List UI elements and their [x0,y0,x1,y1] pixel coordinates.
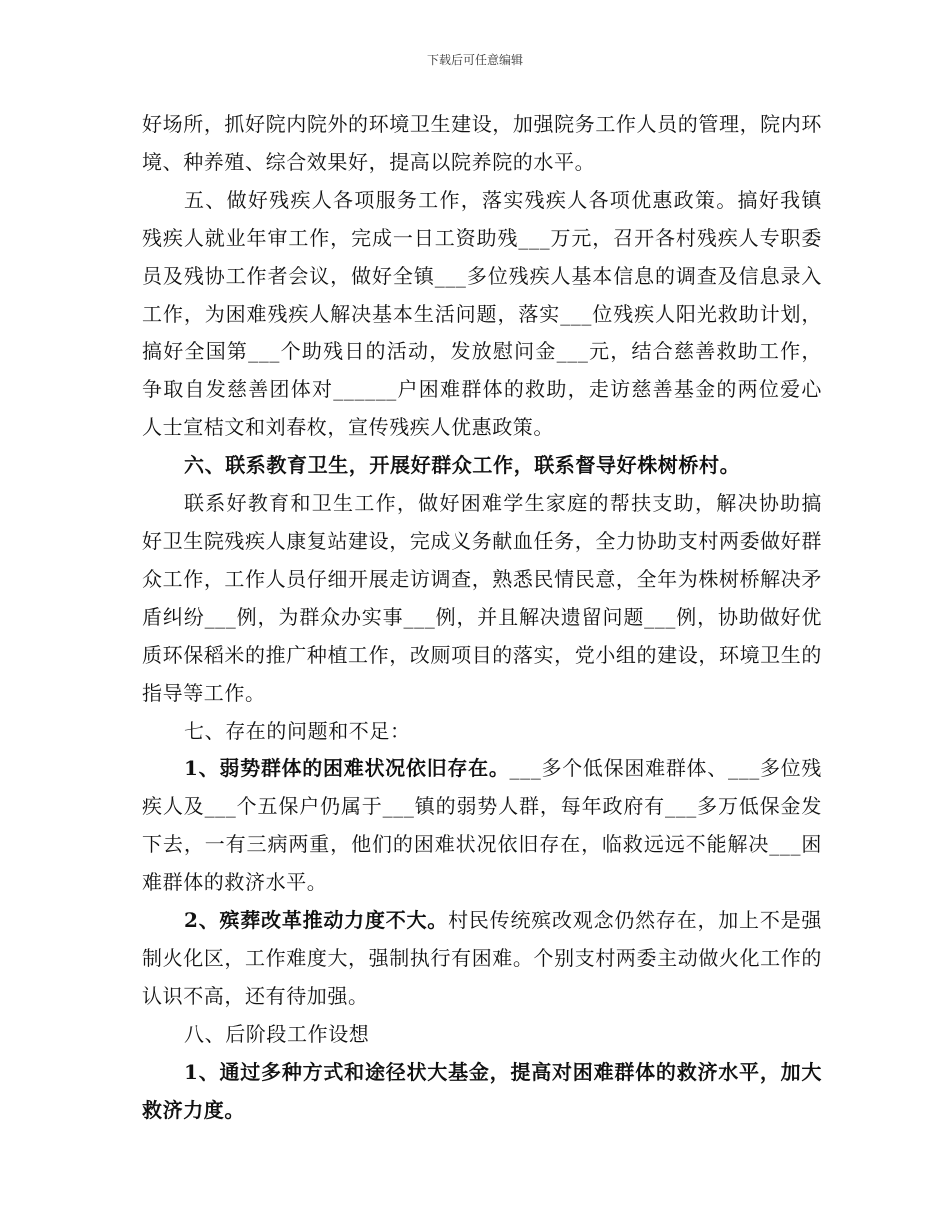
heading-section-six [142,447,822,485]
paragraph-text: 联系好教育和卫生工作，做好困难学生家庭的帮扶支助，解决协助搞好卫生院残疾人康复站建设，完成义务献血任务，全力协助支村两委做好群众工作，工作人员仔细开展走访调查，熟悉民情民意，全年为株树桥解决矛盾纠纷___例，为群众办实事___例，并且解决遗留问题___例，协助做好优质环保稻米的推广种植工作，改厕项目的落实，党小组的建设，环境卫生的指导等工作。 [142,491,822,705]
heading-text: 六、联系教育卫生，开展好群众工作，联系督导好株树桥村。 [184,453,741,478]
paragraph-lead: 1、通过多种方式和途径状大基金，提高对困难群体的救济水平，加大救济力度。 [142,1059,822,1122]
paragraph-section-five [142,182,822,447]
paragraph-text: 五、做好残疾人各项服务工作，落实残疾人各项优惠政策。搞好我镇残疾人就业年审工作，完成一日工资助残___万元，召开各村残疾人专职委员及残协工作者会议，做好全镇___多位残疾人基本信息的调查及信息录入工作，为困难残疾人解决基本生活问题，落实___位残疾人阳光救助计划，搞好全国第___个助残日的活动，发放慰问金___元，结合慈善救助工作，争取自发慈善团体对______户困难群体的救助，走访慈善基金的两位爱心人士宣桔文和刘春枚，宣传残疾人优惠政策。 [142,187,822,440]
paragraph-plan-one [142,1054,822,1130]
paragraph-continuation [142,106,822,182]
paragraph-text: 好场所，抓好院内院外的环境卫生建设，加强院务工作人员的管理，院内环境、种养殖、综合效果好，提高以院养院的水平。 [142,112,822,174]
page-header: 下载后可任意编辑 [426,53,523,67]
document-body [142,106,822,1129]
paragraph-lead: 2、殡葬改革推动力度不大。 [184,908,449,933]
paragraph-text: ___多个低保困难群体、___多位残疾人及___个五保户仍属于___镇的弱势人群，每年政府有___多万低保金发下去，一有三病两重，他们的困难状况依旧存在，临救远远不能解决___困难群体的救济水平。 [142,756,822,895]
heading-section-seven [142,713,822,751]
paragraph-lead: 1、弱势群体的困难状况依旧存在。 [184,756,510,781]
paragraph-section-six-body [142,485,822,712]
heading-text: 八、后阶段工作设想 [184,1021,370,1046]
paragraph-problem-one [142,750,822,902]
paragraph-text: 村民传统殡改观念仍然存在，加上不是强制火化区，工作难度大，强制执行有困难。个别支村两委主动做火化工作的认识不高，还有待加强。 [142,908,822,1008]
heading-text: 七、存在的问题和不足： [184,718,411,743]
heading-section-eight [142,1016,822,1054]
paragraph-problem-two [142,902,822,1016]
